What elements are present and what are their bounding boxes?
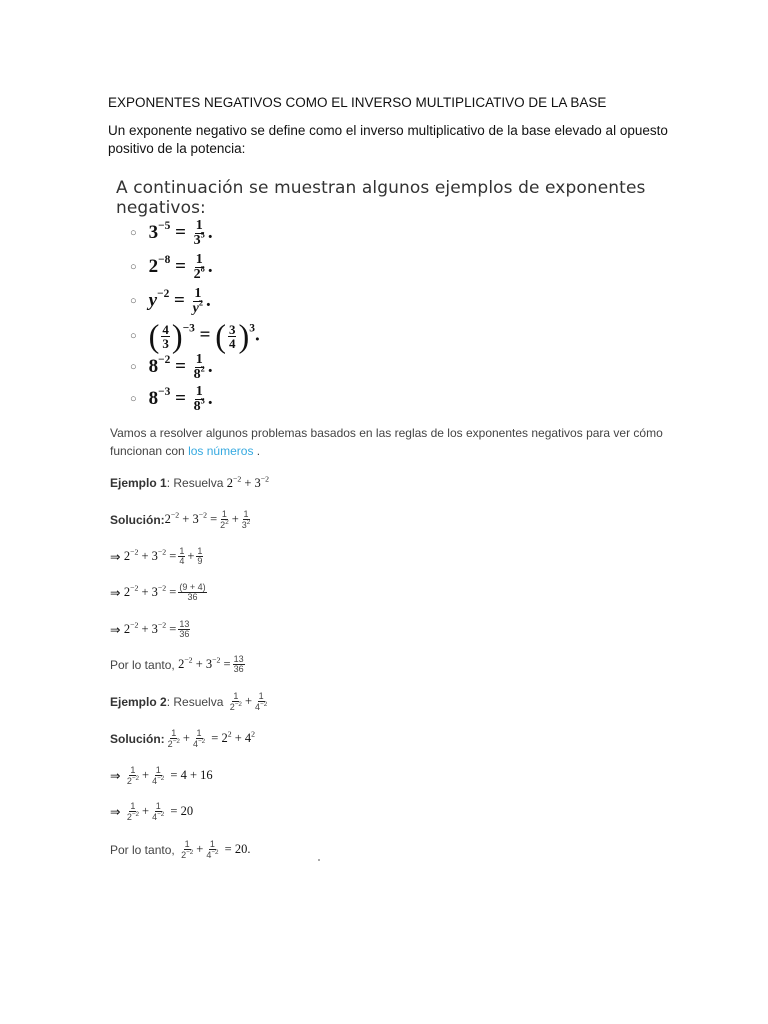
examples-intro: A continuación se muestran algunos ejemplos de exponentes negativos:	[116, 178, 646, 218]
example-expression: ( $\frac{4}{3}$ )$^{-3}$ = ( $\frac{3}{4}$ )$^3$.	[148, 317, 260, 354]
example-item	[130, 252, 213, 282]
bullet-icon: ○	[130, 330, 137, 342]
definition-line-2: positivo de la potencia:	[108, 141, 246, 156]
resolve-line-1: Vamos a resolver algunos problemas basados en las reglas de los exponentes negativos para ver cómo	[110, 426, 663, 440]
ejemplo2-step-1: ⇒ $\frac{1}{2^{-2}}$ + $\frac{1}{4^{-2}}$ = 4 + 16	[110, 765, 213, 786]
example-item	[130, 318, 260, 354]
example-expression: $8^{-3}$ = $\frac{1}{8^3}$ .	[148, 383, 213, 414]
example-expression: $y^{-2}$ = $\frac{1}{y^2}$ .	[148, 285, 211, 316]
definition-line-1: Un exponente negativo se define como el inverso multiplicativo de la base elevado al opuesto	[108, 123, 668, 138]
ejemplo2-step-2: ⇒ $\frac{1}{2^{-2}}$ + $\frac{1}{4^{-2}}$ = 20	[110, 801, 194, 822]
bullet-icon: ○	[130, 227, 137, 239]
example-expression: $3^{-5}$ = $\frac{1}{3^5}$ .	[148, 217, 213, 248]
document-heading: EXPONENTES NEGATIVOS COMO EL INVERSO MULTIPLICATIVO DE LA BASE	[108, 95, 607, 110]
bullet-icon: ○	[130, 261, 137, 273]
ejemplo1-step-1: ⇒ $2^{-2} + 3^{-2}$ = $\frac{1}{4}$ + $\frac{1}{9}$	[110, 546, 203, 566]
examples-image	[110, 174, 670, 414]
resolve-line-2: funcionan con los números .	[110, 444, 261, 458]
ejemplo1-result: Por lo tanto, $2^{-2} + 3^{-2}$ = $\frac{13}{36}$	[110, 654, 244, 674]
ejemplo1-step-3: ⇒ $2^{-2} + 3^{-2}$ = $\frac{13}{36}$	[110, 619, 190, 639]
bullet-icon: ○	[130, 361, 137, 373]
numeros-link[interactable]: los números	[188, 444, 254, 458]
ejemplo1-title: Ejemplo 1: Resuelva $2^{-2} + 3^{-2}$	[110, 474, 270, 490]
bullet-icon: ○	[130, 393, 137, 405]
ejemplo1-step-2: ⇒ $2^{-2} + 3^{-2}$ = $\frac{(9 + 4)}{36}$	[110, 582, 206, 602]
example-expression: $2^{-8}$ = $\frac{1}{2^8}$ .	[148, 251, 213, 282]
ejemplo2-result: Por lo tanto, $\frac{1}{2^{-2}}$ + $\frac{1}{4^{-2}}$ = 20.	[110, 839, 251, 860]
example-item	[130, 286, 211, 316]
example-expression: $8^{-2}$ = $\frac{1}{8^2}$ .	[148, 351, 213, 382]
ejemplo2-solucion: Solución: $\frac{1}{2^{-2}}$ + $\frac{1}{4^{-2}}$ = $2^2 + 4^2$	[110, 728, 256, 749]
example-item	[130, 352, 213, 382]
example-item	[130, 218, 213, 248]
ejemplo1-solucion: Solución: $2^{-2} + 3^{-2}$ = $\frac{1}{2^2}$ + $\frac{1}{3^2}$	[110, 509, 251, 530]
ejemplo2-title: Ejemplo 2 : Resuelva $\frac{1}{2^{-2}}$ + $\frac{1}{4^{-2}}$	[110, 691, 268, 712]
stray-dot	[318, 859, 320, 861]
example-item	[130, 384, 213, 414]
bullet-icon: ○	[130, 295, 137, 307]
